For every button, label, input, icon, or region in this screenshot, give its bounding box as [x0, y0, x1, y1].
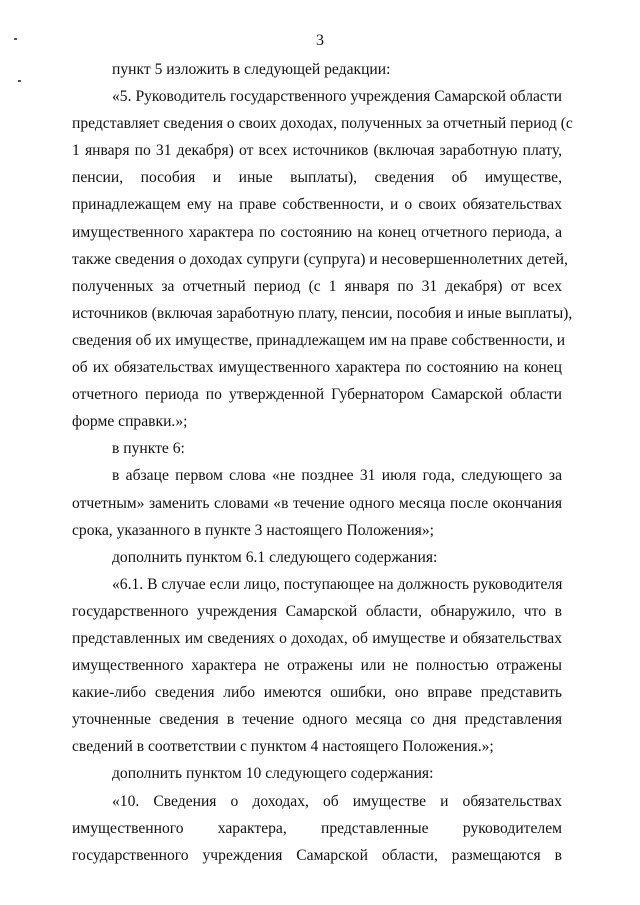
text-line: сведения об их имуществе, принадлежащем им на праве собственности, и [72, 331, 566, 349]
scan-speck [14, 38, 17, 40]
text-line: в абзаце первом слова «не позднее 31 июля года, следующего за [112, 467, 562, 485]
text-line: в пункте 6: [112, 440, 185, 458]
scan-speck [18, 80, 21, 82]
text-line: пункт 5 изложить в следующей редакции: [112, 61, 391, 78]
text-line: отчетным» заменить словами «в течение одного месяца после окончания [72, 494, 562, 512]
document-body [72, 56, 573, 869]
text-line: 1 января по 31 декабря) от всех источников (включая заработную плату, [72, 142, 562, 160]
text-line: принадлежащем ему на праве собственности, и о своих обязательствах [72, 196, 562, 214]
text-line: государственного учреждения Самарской области, размещаются в [72, 846, 562, 864]
text-line: уточненные сведения в течение одного месяца со дня представления [72, 711, 562, 729]
text-line: какие-либо сведения либо имеются ошибки, оно вправе представить [72, 684, 562, 702]
text-line: полученных за отчетный период (с 1 января по 31 декабря) от всех [72, 277, 562, 295]
text-line: источников (включая заработную плату, пенсии, пособия и иные выплаты), [72, 304, 573, 322]
text-line: государственного учреждения Самарской области, обнаружило, что в [72, 602, 562, 620]
text-line: форме справки.»; [72, 413, 188, 431]
text-line: имущественного характера по состоянию на конец отчетного периода, а [72, 223, 562, 241]
text-line: дополнить пунктом 6.1 следующего содержания: [112, 548, 438, 566]
text-line: об их обязательствах имущественного характера по состоянию на конец [72, 359, 562, 377]
text-line: сведений в соответствии с пунктом 4 настоящего Положения.»; [72, 738, 494, 756]
text-line: имущественного характера, представленные руководителем [72, 819, 562, 837]
text-line: представляет сведения о своих доходах, полученных за отчетный период (с [72, 115, 573, 133]
text-line: отчетного периода по утвержденной Губернатором Самарской области [72, 386, 562, 404]
text-line: «6.1. В случае если лицо, поступающее на должность руководителя [112, 575, 563, 593]
text-line: представленных им сведениях о доходах, об имуществе и обязательствах [72, 629, 562, 647]
text-line: срока, указанного в пункте 3 настоящего Положения»; [72, 521, 434, 539]
text-line: пенсии, пособия и иные выплаты), сведения об имуществе, [72, 169, 562, 187]
text-line: имущественного характера не отражены или не полностью отражены [72, 657, 562, 675]
page-number: 3 [316, 32, 324, 49]
text-line: «10. Сведения о доходах, об имуществе и обязательствах [112, 792, 562, 810]
text-line: также сведения о доходах супруги (супруга) и несовершеннолетних детей, [72, 250, 568, 268]
text-line: «5. Руководитель государственного учреждения Самарской области [112, 88, 562, 106]
text-line: дополнить пунктом 10 следующего содержания: [112, 765, 434, 783]
